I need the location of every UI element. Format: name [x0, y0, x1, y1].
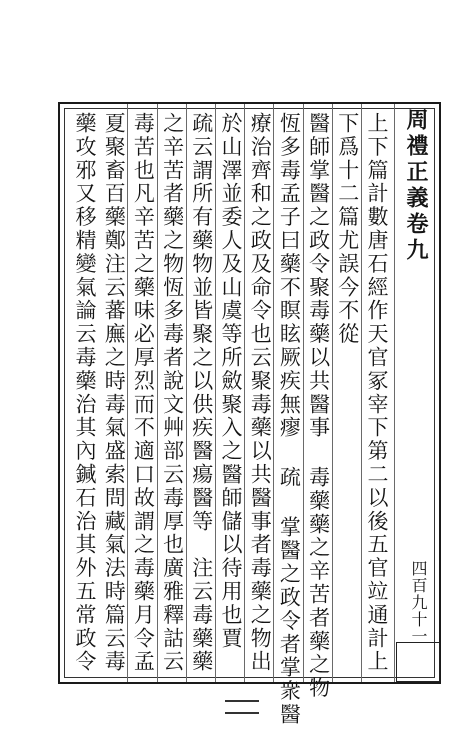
- column-rule: [273, 104, 274, 682]
- page-number: 四百九十一: [409, 560, 428, 645]
- text-column: 夏聚畜百藥鄭注云蕃廡之時毒氣盛索問藏氣法時篇云毒: [102, 112, 127, 674]
- column-rule: [244, 104, 245, 682]
- text-column: 藥攻邪又移精變氣論云毒藥治其內鍼石治其外五常政令: [73, 112, 97, 674]
- column-rule: [186, 104, 187, 682]
- text-column: 療治齊和之政及命令也云聚毒藥以共醫事者毒藥之物出: [248, 112, 273, 674]
- text-column: 下爲十二篇尤誤今不從: [335, 112, 360, 346]
- text-column: 醫師掌醫之政令聚毒藥以共醫事 毒藥藥之辛苦者藥之物: [306, 112, 331, 700]
- running-title: 周禮正義卷九: [403, 108, 429, 264]
- bottom-mark: [225, 700, 259, 714]
- column-rule: [303, 104, 304, 682]
- column-rule: [157, 104, 158, 682]
- page-number-box: [396, 642, 440, 682]
- text-column: 上下篇計數唐石經作天官冢宰下第二以後五官竝通計上: [365, 112, 389, 674]
- text-column: 之辛苦者藥之物恆多毒者說文艸部云毒厚也廣雅釋詁云: [160, 112, 185, 674]
- text-column: 疏云謂所有藥物並皆聚之以供疾醫瘍醫等 注云毒藥藥: [189, 112, 214, 674]
- text-column: 恆多毒孟子曰藥不瞑眩厥疾無瘳 疏 掌醫之政令者掌衆醫: [277, 112, 302, 727]
- text-column: 毒苦也凡辛苦之藥味必厚烈而不適口故謂之毒藥月令孟: [131, 112, 156, 674]
- column-rule: [394, 104, 395, 682]
- column-rule: [361, 104, 362, 682]
- text-column: 於山澤並委人及山虞等所斂聚入之醫師儲以待用也賈: [219, 112, 243, 651]
- column-rule: [127, 104, 128, 682]
- column-rule: [215, 104, 216, 682]
- column-rule: [332, 104, 333, 682]
